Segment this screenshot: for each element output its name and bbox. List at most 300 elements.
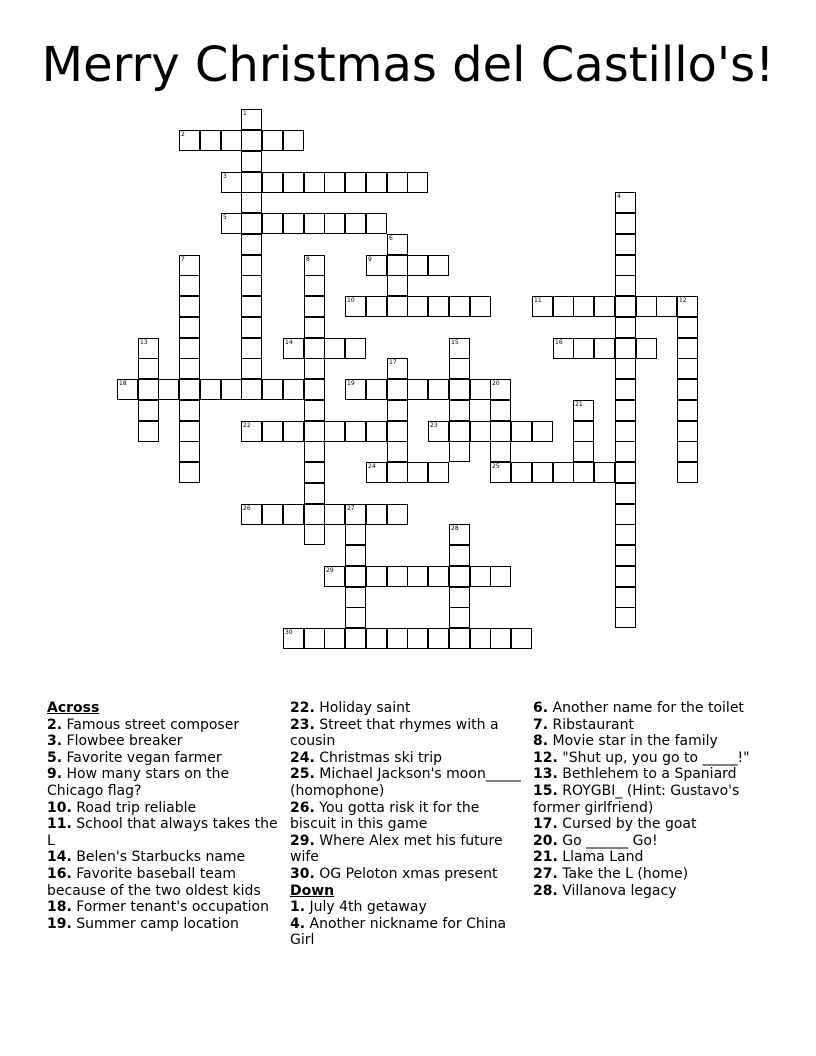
grid-cell[interactable] bbox=[553, 338, 574, 359]
grid-cell[interactable] bbox=[138, 379, 159, 400]
grid-cell[interactable] bbox=[449, 607, 470, 628]
clue-num: 6. bbox=[533, 700, 549, 716]
grid-cell[interactable] bbox=[241, 421, 262, 442]
grid-cell[interactable] bbox=[304, 172, 325, 193]
clues-column-3 bbox=[533, 700, 769, 899]
grid-cell[interactable] bbox=[283, 421, 304, 442]
grid-cell[interactable] bbox=[138, 421, 159, 442]
grid-cell[interactable] bbox=[615, 462, 636, 483]
grid-cell[interactable] bbox=[407, 172, 428, 193]
clue-num: 30. bbox=[290, 865, 315, 882]
grid-cell[interactable] bbox=[490, 462, 511, 483]
down-clue-list-part2 bbox=[533, 700, 769, 899]
grid-cell[interactable] bbox=[262, 504, 283, 525]
grid-cell[interactable] bbox=[387, 400, 408, 421]
grid-cell[interactable] bbox=[387, 421, 408, 442]
grid-cell[interactable] bbox=[345, 338, 366, 359]
grid-cell[interactable] bbox=[179, 358, 200, 379]
grid-cell[interactable] bbox=[221, 379, 242, 400]
clue-item bbox=[47, 816, 279, 849]
clue-text: Summer camp location bbox=[71, 915, 239, 932]
grid-cell[interactable] bbox=[490, 441, 511, 462]
clue-number: 8 bbox=[306, 256, 310, 263]
clue-text: Movie star in the family bbox=[548, 733, 718, 750]
clue-item bbox=[290, 899, 522, 916]
grid-cell[interactable] bbox=[324, 628, 345, 649]
grid-cell[interactable] bbox=[490, 421, 511, 442]
clue-text: You gotta risk it for the biscuit in this game bbox=[290, 799, 480, 833]
grid-cell[interactable] bbox=[428, 255, 449, 276]
grid-cell[interactable] bbox=[179, 338, 200, 359]
grid-cell[interactable] bbox=[407, 255, 428, 276]
clue-number: 30 bbox=[285, 629, 293, 636]
grid-cell[interactable] bbox=[304, 358, 325, 379]
grid-cell[interactable] bbox=[241, 275, 262, 296]
clue-number: 10 bbox=[347, 297, 355, 304]
grid-cell[interactable] bbox=[304, 379, 325, 400]
grid-cell[interactable] bbox=[262, 172, 283, 193]
grid-cell[interactable] bbox=[428, 566, 449, 587]
grid-cell[interactable] bbox=[241, 255, 262, 276]
grid-cell[interactable] bbox=[241, 130, 262, 151]
grid-cell[interactable] bbox=[262, 213, 283, 234]
clue-number: 18 bbox=[119, 380, 127, 387]
clue-item bbox=[290, 766, 522, 799]
grid-cell[interactable] bbox=[615, 338, 636, 359]
down-clue-list-part1 bbox=[290, 899, 522, 949]
grid-cell[interactable] bbox=[283, 213, 304, 234]
grid-cell[interactable] bbox=[677, 317, 698, 338]
clue-text: Former tenant's occupation bbox=[71, 899, 269, 916]
clue-number: 25 bbox=[492, 463, 500, 470]
clue-num: 19. bbox=[47, 915, 72, 932]
grid-cell[interactable] bbox=[304, 296, 325, 317]
grid-cell[interactable] bbox=[304, 255, 325, 276]
grid-cell[interactable] bbox=[304, 400, 325, 421]
grid-cell[interactable] bbox=[656, 296, 677, 317]
grid-cell[interactable] bbox=[366, 255, 387, 276]
grid-cell[interactable] bbox=[511, 462, 532, 483]
grid-cell[interactable] bbox=[304, 462, 325, 483]
clue-number: 9 bbox=[368, 256, 372, 263]
grid-cell[interactable] bbox=[200, 379, 221, 400]
across-clue-list-part2 bbox=[290, 700, 522, 883]
clue-number: 7 bbox=[181, 256, 185, 263]
grid-cell[interactable] bbox=[366, 462, 387, 483]
grid-cell[interactable] bbox=[345, 296, 366, 317]
grid-cell[interactable] bbox=[594, 296, 615, 317]
clue-number: 12 bbox=[679, 297, 687, 304]
grid-cell[interactable] bbox=[200, 130, 221, 151]
grid-cell[interactable] bbox=[490, 566, 511, 587]
clue-item bbox=[533, 733, 769, 750]
grid-cell[interactable] bbox=[511, 628, 532, 649]
grid-cell[interactable] bbox=[407, 379, 428, 400]
grid-cell[interactable] bbox=[615, 504, 636, 525]
grid-cell[interactable] bbox=[221, 172, 242, 193]
grid-cell[interactable] bbox=[387, 296, 408, 317]
clue-number: 24 bbox=[368, 463, 376, 470]
clue-num: 22. bbox=[290, 700, 315, 716]
grid-cell[interactable] bbox=[345, 587, 366, 608]
grid-cell[interactable] bbox=[324, 213, 345, 234]
clue-text: July 4th getaway bbox=[305, 899, 427, 916]
grid-cell[interactable] bbox=[345, 213, 366, 234]
grid-cell[interactable] bbox=[387, 504, 408, 525]
grid-cell[interactable] bbox=[449, 441, 470, 462]
grid-cell[interactable] bbox=[428, 296, 449, 317]
clue-num: 28. bbox=[533, 882, 558, 899]
grid-cell[interactable] bbox=[594, 462, 615, 483]
clue-number: 17 bbox=[389, 359, 397, 366]
grid-cell[interactable] bbox=[407, 462, 428, 483]
grid-cell[interactable] bbox=[615, 524, 636, 545]
grid-cell[interactable] bbox=[615, 400, 636, 421]
clue-num: 26. bbox=[290, 799, 315, 816]
grid-cell[interactable] bbox=[449, 628, 470, 649]
grid-cell[interactable] bbox=[138, 400, 159, 421]
grid-cell[interactable] bbox=[677, 441, 698, 462]
grid-cell[interactable] bbox=[345, 545, 366, 566]
grid-cell[interactable] bbox=[532, 296, 553, 317]
clue-item bbox=[533, 816, 769, 833]
grid-cell[interactable] bbox=[283, 172, 304, 193]
grid-cell[interactable] bbox=[241, 296, 262, 317]
clue-text: Ribstaurant bbox=[548, 716, 634, 733]
clue-num: 10. bbox=[47, 799, 72, 816]
clue-item bbox=[47, 733, 279, 750]
clue-item bbox=[533, 766, 769, 783]
clue-number: 5 bbox=[223, 214, 227, 221]
clue-item bbox=[533, 750, 769, 767]
grid-cell[interactable] bbox=[615, 441, 636, 462]
clues-column-1 bbox=[47, 700, 279, 932]
clue-num: 29. bbox=[290, 832, 315, 849]
clue-item bbox=[533, 866, 769, 883]
grid-cell[interactable] bbox=[345, 421, 366, 442]
grid-cell[interactable] bbox=[387, 628, 408, 649]
grid-cell[interactable] bbox=[179, 296, 200, 317]
clue-item bbox=[533, 849, 769, 866]
grid-cell[interactable] bbox=[345, 628, 366, 649]
clue-item bbox=[47, 750, 279, 767]
clue-item bbox=[533, 833, 769, 850]
grid-cell[interactable] bbox=[345, 172, 366, 193]
grid-cell[interactable] bbox=[615, 379, 636, 400]
grid-cell[interactable] bbox=[615, 587, 636, 608]
grid-cell[interactable] bbox=[304, 421, 325, 442]
clue-text: Villanova legacy bbox=[557, 882, 677, 899]
grid-cell[interactable] bbox=[304, 317, 325, 338]
grid-cell[interactable] bbox=[573, 462, 594, 483]
grid-cell[interactable] bbox=[387, 441, 408, 462]
grid-cell[interactable] bbox=[262, 130, 283, 151]
grid-cell[interactable] bbox=[490, 628, 511, 649]
grid-cell[interactable] bbox=[366, 566, 387, 587]
clue-text: Holiday saint bbox=[314, 700, 411, 716]
grid-cell[interactable] bbox=[304, 628, 325, 649]
grid-cell[interactable] bbox=[221, 213, 242, 234]
grid-cell[interactable] bbox=[262, 421, 283, 442]
grid-cell[interactable] bbox=[615, 566, 636, 587]
grid-cell[interactable] bbox=[636, 338, 657, 359]
clue-num: 2. bbox=[47, 716, 63, 733]
clue-text: Belen's Starbucks name bbox=[71, 849, 246, 866]
clue-text: School that always takes the L bbox=[47, 816, 278, 849]
across-heading: Across bbox=[47, 700, 100, 716]
grid-cell[interactable] bbox=[179, 421, 200, 442]
clue-num: 13. bbox=[533, 766, 558, 783]
grid-cell[interactable] bbox=[615, 607, 636, 628]
grid-cell[interactable] bbox=[470, 421, 491, 442]
grid-cell[interactable] bbox=[179, 317, 200, 338]
grid-cell[interactable] bbox=[283, 130, 304, 151]
grid-cell[interactable] bbox=[428, 379, 449, 400]
grid-cell[interactable] bbox=[387, 566, 408, 587]
clue-text: Where Alex met his future wife bbox=[290, 832, 503, 866]
clue-text: ROYGBI_ (Hint: Gustavo's former girlfriend) bbox=[533, 782, 740, 816]
clue-num: 5. bbox=[47, 749, 63, 766]
grid-cell[interactable] bbox=[283, 338, 304, 359]
grid-cell[interactable] bbox=[636, 296, 657, 317]
grid-cell[interactable] bbox=[366, 172, 387, 193]
grid-cell[interactable] bbox=[387, 462, 408, 483]
grid-cell[interactable] bbox=[449, 400, 470, 421]
grid-cell[interactable] bbox=[304, 524, 325, 545]
grid-cell[interactable] bbox=[387, 379, 408, 400]
grid-cell[interactable] bbox=[387, 275, 408, 296]
grid-cell[interactable] bbox=[158, 379, 179, 400]
clue-item bbox=[290, 750, 522, 767]
grid-cell[interactable] bbox=[677, 462, 698, 483]
grid-cell[interactable] bbox=[324, 172, 345, 193]
grid-cell[interactable] bbox=[117, 379, 138, 400]
grid-cell[interactable] bbox=[470, 379, 491, 400]
grid-cell[interactable] bbox=[366, 628, 387, 649]
grid-cell[interactable] bbox=[615, 275, 636, 296]
grid-cell[interactable] bbox=[490, 379, 511, 400]
grid-cell[interactable] bbox=[573, 400, 594, 421]
grid-cell[interactable] bbox=[615, 234, 636, 255]
grid-cell[interactable] bbox=[407, 628, 428, 649]
clue-num: 23. bbox=[290, 716, 315, 733]
grid-cell[interactable] bbox=[179, 462, 200, 483]
grid-cell[interactable] bbox=[324, 504, 345, 525]
clue-number: 27 bbox=[347, 505, 355, 512]
clue-number: 3 bbox=[223, 173, 227, 180]
grid-cell[interactable] bbox=[241, 504, 262, 525]
grid-cell[interactable] bbox=[449, 566, 470, 587]
clue-item bbox=[533, 717, 769, 734]
grid-cell[interactable] bbox=[532, 421, 553, 442]
grid-cell[interactable] bbox=[304, 504, 325, 525]
grid-cell[interactable] bbox=[449, 379, 470, 400]
grid-cell[interactable] bbox=[366, 296, 387, 317]
grid-cell[interactable] bbox=[387, 234, 408, 255]
clue-text: Favorite baseball team because of the two oldest kids bbox=[47, 865, 261, 899]
grid-cell[interactable] bbox=[179, 255, 200, 276]
grid-cell[interactable] bbox=[241, 109, 262, 130]
grid-cell[interactable] bbox=[345, 524, 366, 545]
clue-item bbox=[47, 849, 279, 866]
grid-cell[interactable] bbox=[677, 358, 698, 379]
grid-cell[interactable] bbox=[615, 192, 636, 213]
grid-cell[interactable] bbox=[304, 338, 325, 359]
grid-cell[interactable] bbox=[366, 504, 387, 525]
clue-number: 26 bbox=[243, 505, 251, 512]
grid-cell[interactable] bbox=[470, 566, 491, 587]
grid-cell[interactable] bbox=[138, 338, 159, 359]
grid-cell[interactable] bbox=[345, 504, 366, 525]
clue-text: Road trip reliable bbox=[71, 799, 197, 816]
grid-cell[interactable] bbox=[241, 317, 262, 338]
clue-item bbox=[290, 800, 522, 833]
clue-num: 3. bbox=[47, 733, 63, 750]
grid-cell[interactable] bbox=[241, 151, 262, 172]
grid-cell[interactable] bbox=[449, 587, 470, 608]
grid-cell[interactable] bbox=[677, 421, 698, 442]
grid-cell[interactable] bbox=[283, 504, 304, 525]
grid-cell[interactable] bbox=[241, 379, 262, 400]
grid-cell[interactable] bbox=[241, 213, 262, 234]
grid-cell[interactable] bbox=[490, 400, 511, 421]
clue-number: 6 bbox=[389, 235, 393, 242]
grid-cell[interactable] bbox=[324, 566, 345, 587]
grid-cell[interactable] bbox=[615, 255, 636, 276]
clue-number: 16 bbox=[555, 339, 563, 346]
grid-cell[interactable] bbox=[179, 441, 200, 462]
grid-cell[interactable] bbox=[677, 400, 698, 421]
clue-item bbox=[290, 916, 522, 949]
grid-cell[interactable] bbox=[324, 338, 345, 359]
grid-cell[interactable] bbox=[304, 441, 325, 462]
grid-cell[interactable] bbox=[449, 296, 470, 317]
clue-num: 7. bbox=[533, 716, 549, 733]
grid-cell[interactable] bbox=[387, 172, 408, 193]
grid-cell[interactable] bbox=[221, 130, 242, 151]
grid-cell[interactable] bbox=[262, 379, 283, 400]
grid-cell[interactable] bbox=[553, 462, 574, 483]
grid-cell[interactable] bbox=[283, 628, 304, 649]
clue-number: 15 bbox=[451, 339, 459, 346]
clue-item bbox=[533, 700, 769, 717]
grid-cell[interactable] bbox=[387, 358, 408, 379]
grid-cell[interactable] bbox=[449, 545, 470, 566]
grid-cell[interactable] bbox=[179, 275, 200, 296]
clue-item bbox=[533, 783, 769, 816]
grid-cell[interactable] bbox=[304, 213, 325, 234]
clue-number: 22 bbox=[243, 422, 251, 429]
clue-number: 20 bbox=[492, 380, 500, 387]
clue-item bbox=[47, 800, 279, 817]
grid-cell[interactable] bbox=[407, 566, 428, 587]
clue-num: 21. bbox=[533, 849, 558, 866]
grid-cell[interactable] bbox=[677, 296, 698, 317]
grid-cell[interactable] bbox=[449, 338, 470, 359]
grid-cell[interactable] bbox=[615, 358, 636, 379]
grid-cell[interactable] bbox=[179, 379, 200, 400]
grid-cell[interactable] bbox=[615, 483, 636, 504]
grid-cell[interactable] bbox=[573, 338, 594, 359]
grid-cell[interactable] bbox=[511, 421, 532, 442]
grid-cell[interactable] bbox=[449, 421, 470, 442]
grid-cell[interactable] bbox=[615, 317, 636, 338]
clue-item bbox=[47, 717, 279, 734]
clue-number: 14 bbox=[285, 339, 293, 346]
grid-cell[interactable] bbox=[615, 545, 636, 566]
clue-num: 9. bbox=[47, 766, 63, 783]
grid-cell[interactable] bbox=[345, 566, 366, 587]
clue-text: Another nickname for China Girl bbox=[290, 915, 507, 949]
grid-cell[interactable] bbox=[241, 172, 262, 193]
clue-item bbox=[47, 916, 279, 933]
grid-cell[interactable] bbox=[407, 296, 428, 317]
grid-cell[interactable] bbox=[594, 338, 615, 359]
grid-cell[interactable] bbox=[470, 296, 491, 317]
grid-cell[interactable] bbox=[345, 607, 366, 628]
grid-cell[interactable] bbox=[179, 400, 200, 421]
grid-cell[interactable] bbox=[677, 338, 698, 359]
grid-cell[interactable] bbox=[449, 524, 470, 545]
grid-cell[interactable] bbox=[366, 213, 387, 234]
clue-number: 11 bbox=[534, 297, 542, 304]
grid-cell[interactable] bbox=[241, 338, 262, 359]
page-title: Merry Christmas del Castillo's! bbox=[41, 37, 775, 93]
clue-number: 23 bbox=[430, 422, 438, 429]
clue-text: How many stars on the Chicago flag? bbox=[47, 766, 230, 799]
across-clue-list-part1 bbox=[47, 717, 279, 933]
grid-cell[interactable] bbox=[428, 421, 449, 442]
grid-cell[interactable] bbox=[615, 296, 636, 317]
grid-cell[interactable] bbox=[241, 192, 262, 213]
grid-cell[interactable] bbox=[241, 234, 262, 255]
grid-cell[interactable] bbox=[304, 275, 325, 296]
grid-cell[interactable] bbox=[573, 296, 594, 317]
grid-cell[interactable] bbox=[366, 421, 387, 442]
clue-number: 19 bbox=[347, 380, 355, 387]
grid-cell[interactable] bbox=[573, 441, 594, 462]
grid-cell[interactable] bbox=[615, 213, 636, 234]
grid-cell[interactable] bbox=[532, 462, 553, 483]
clue-num: 20. bbox=[533, 832, 558, 849]
clue-item bbox=[290, 833, 522, 866]
grid-cell[interactable] bbox=[387, 255, 408, 276]
clue-number: 28 bbox=[451, 525, 459, 532]
grid-cell[interactable] bbox=[428, 462, 449, 483]
grid-cell[interactable] bbox=[573, 421, 594, 442]
grid-cell[interactable] bbox=[304, 483, 325, 504]
grid-cell[interactable] bbox=[179, 130, 200, 151]
grid-cell[interactable] bbox=[677, 379, 698, 400]
grid-cell[interactable] bbox=[345, 379, 366, 400]
grid-cell[interactable] bbox=[324, 421, 345, 442]
clue-number: 29 bbox=[326, 567, 334, 574]
clue-number: 13 bbox=[140, 339, 148, 346]
grid-cell[interactable] bbox=[138, 358, 159, 379]
clue-item bbox=[47, 866, 279, 899]
grid-cell[interactable] bbox=[449, 358, 470, 379]
grid-cell[interactable] bbox=[428, 628, 449, 649]
grid-cell[interactable] bbox=[241, 358, 262, 379]
clue-item bbox=[290, 700, 522, 717]
clue-num: 12. bbox=[533, 749, 558, 766]
grid-cell[interactable] bbox=[553, 296, 574, 317]
grid-cell[interactable] bbox=[283, 379, 304, 400]
grid-cell[interactable] bbox=[615, 421, 636, 442]
grid-cell[interactable] bbox=[470, 628, 491, 649]
grid-cell[interactable] bbox=[366, 379, 387, 400]
clue-num: 16. bbox=[47, 865, 72, 882]
